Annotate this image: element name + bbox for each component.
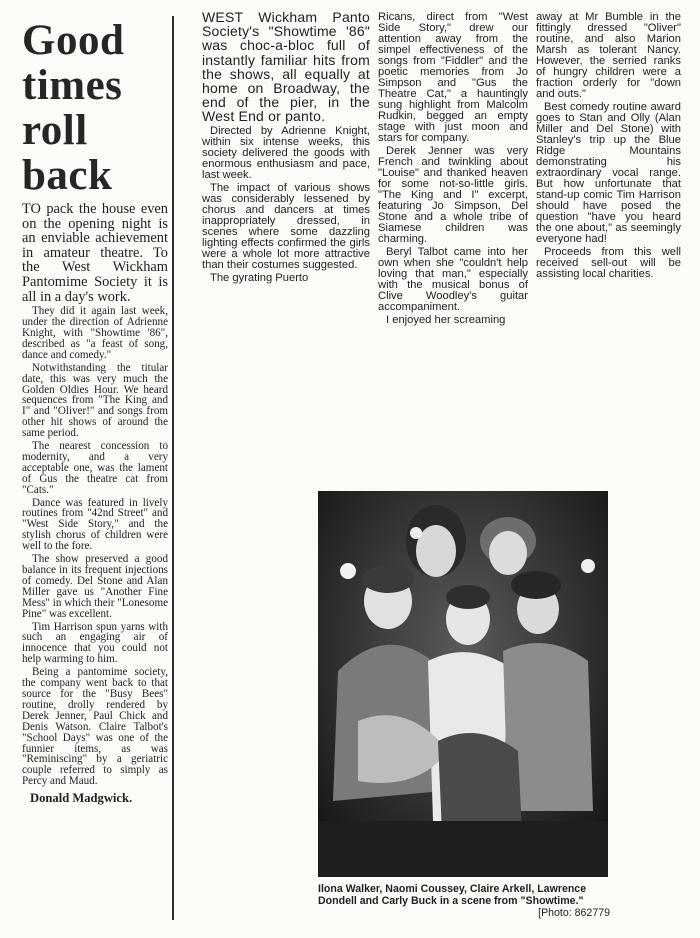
column-3: [378, 10, 528, 326]
lead-paragraph: WEST Wickham Panto Society's "Showtime '86" was choc-a-bloc full of instantly familiar hits from the shows, all equally at home on Broadway, the end of the pier, in the West End or panto.: [202, 9, 370, 125]
paragraph: The impact of various shows was considerably lessened by chorus and dancers at times inappropriately dressed, in scenes where some dazzling lighting effects confirmed the girls were a whole lot more attractive than their costumes suggested.: [202, 181, 370, 271]
paragraph: Proceeds from this well received sell-out will be assisting local charities.: [536, 246, 681, 280]
paragraph: I enjoyed her screaming: [386, 314, 506, 326]
cast-photo-image: [318, 491, 608, 877]
column-divider: [172, 16, 174, 920]
paragraph: away at Mr Bumble in the fittingly dressed "Oliver" routine, and also Marion Marsh as tolerant Nancy. However, the serried ranks of hungry children were a fraction orderly for "down and outs.": [536, 11, 681, 100]
photo-caption: [318, 883, 610, 920]
headline-line: roll: [22, 107, 88, 154]
paragraph: Being a pantomime society, the company went back to that source for the "Busy Bees" routine, drolly rendered by Derek Jenner, Paul Chick and Denis Watson. Claire Talbot's "School Days" was one of the funnier items, as was "Reminiscing" by a geriatric couple referred to simply as Percy and Maud.: [22, 666, 168, 788]
cast-photo: [318, 491, 608, 877]
column-4: [536, 10, 681, 280]
paragraph: They did it again last week, under the direction of Adrienne Knight, with "Showtime '86", described as "a feast of song, dance and comedy.": [22, 305, 168, 361]
caption-text: Ilona Walker, Naomi Coussey, Claire Arkell, Lawrence Dondell and Carly Buck in a scene from "Showtime.": [318, 883, 587, 908]
intro-paragraph: TO pack the house even on the opening night is an enviable achievement in amateur theatre. To the West Wickham Pantomime Society it is all in a day's work.: [22, 201, 168, 305]
paragraph: Best comedy routine award goes to Stan and Olly (Alan Miller and Del Stone) with Stanley's trip up the Blue Ridge Mountains demonstrating his extraordinary vocal range. But how unfortunate that stand-up comic Tim Harrison should have posed the question "have you heard the one about," as seemingly everyone had!: [536, 101, 681, 245]
paragraph: Dance was featured in lively routines from "42nd Street" and "West Side Story," and the stylish chorus of children were well to the fore.: [22, 496, 168, 553]
headline-line: times: [22, 62, 123, 109]
paragraph: The gyrating Puerto: [210, 271, 309, 284]
paragraph: The show preserved a good balance in its frequent injections of comedy. Del Stone and Alan Miller gave us "Another Fine Mess" in which their "Lonesome Pine" was excellent.: [22, 553, 168, 620]
paragraph: Derek Jenner was very French and twinkling about "Louise" and thanked heaven for some not-so-little girls. "The King and I" excerpt, featuring Jo Simpson, Del Stone and a whole tribe of Siamese children was charming.: [378, 145, 528, 245]
byline: Donald Madgwick.: [30, 791, 133, 806]
paragraph: The nearest concession to modernity, and a very acceptable one, was the lament of Gus the theatre cat from "Cats.": [22, 440, 168, 496]
column-2: [202, 10, 370, 284]
headline-line: Good: [22, 17, 125, 64]
paragraph: Tim Harrison spun yarns with such an engaging air of innocence that you could not help warming to him.: [22, 620, 168, 666]
paragraph: Notwithstanding the titular date, this was very much the Golden Oldies Hour. We heard sequences from "The King and I" and "Oliver!" and songs from other hit shows of around the same period.: [22, 361, 168, 440]
paragraph: Directed by Adrienne Knight, within six intense weeks, this society delivered the goods with enormous enthusiasm and pace, last week.: [202, 124, 370, 181]
column-1: [22, 18, 168, 806]
paragraph: Beryl Talbot came into her own when she "couldn't help loving that man," especially with the musical bonus of Clive Woodley's guitar accompaniment.: [378, 246, 528, 313]
paragraph: Ricans, direct from "West Side Story," drew our attention away from the simpel effectiveness of the songs from "Fiddler" and the poetic memories from Jo Simpson and "Gus the Theatre Cat," a hauntingly sung highlight from Malcolm Rudkin, begged an empty stage with just moon and stars for company.: [378, 11, 528, 144]
headline-line: back: [22, 152, 113, 199]
photo-credit: [Photo: 862779: [538, 907, 610, 920]
headline: [22, 18, 168, 198]
